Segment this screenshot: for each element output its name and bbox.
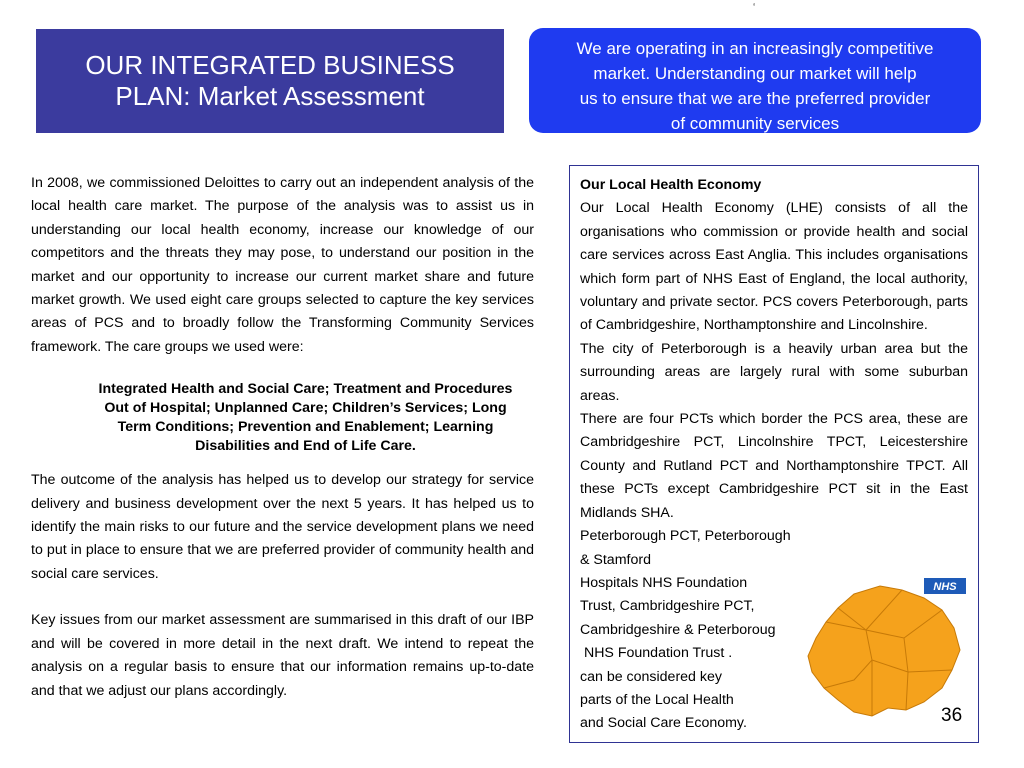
callout-box [529, 28, 981, 133]
lhe-tail-line: parts of the Local Health [580, 691, 734, 708]
map-new-label: New [820, 601, 835, 608]
left-paragraph-1: In 2008, we commissioned Deloittes to carry out an independent analysis of the local health care market. The purpose of the analysis was to assist us in understanding our local health economy, increase our knowledge of our competitors and the threats they may pose, to understand our position in the market and our opportunity to increase our current market share and future market growth. We used eight care groups selected to capture the key services areas of PCS and to broadly follow the Transforming Community Services framework. The care groups we used were: [31, 175, 534, 355]
lhe-paragraph-2: The city of Peterborough is a heavily urban area but the surrounding areas are largely rural with some suburban areas. [580, 340, 968, 404]
callout-line4: of community services [670, 114, 840, 133]
east-of-england-map [802, 576, 974, 726]
stray-mark: ‘ [753, 2, 756, 13]
slide-title-line1: OUR INTEGRATED BUSINESS [85, 50, 455, 80]
lhe-tail-line: and Social Care Economy. [580, 715, 747, 732]
callout-line1: We are operating in an increasingly competitive [576, 39, 934, 58]
slide-title-line2: PLAN: Market Assessment [115, 81, 425, 111]
lhe-heading: Our Local Health Economy [580, 177, 762, 193]
local-health-economy-box [569, 165, 979, 743]
lhe-tail-line: Peterborough PCT, Peterborough & Stamford [580, 528, 791, 568]
slide-title [36, 29, 504, 133]
lhe-tail-line: NHS Foundation Trust . [580, 645, 733, 662]
left-paragraph-2: The outcome of the analysis has helped us to develop our strategy for service delivery and business development over the next 5 years. It has helped us to identify the main risks to our future and the service development plans we need to put in place to ensure that we are preferred provider of community health and social care services. [31, 472, 534, 582]
callout-line3: us to ensure that we are the preferred provider [579, 89, 931, 108]
nhs-logo-text: NHS [933, 581, 957, 593]
paragraph-gap [31, 586, 534, 609]
lhe-tail-line: Cambridgeshire & Peterboroug [580, 621, 776, 638]
left-paragraph-3: Key issues from our market assessment are summarised in this draft of our IBP and will be covered in more detail in the next draft. We intend to repeat the analysis on a regular basis to ensure that our information remains up-to-date and that we adjust our plans accordingly. [31, 612, 534, 699]
lhe-tail-line: Hospitals NHS Foundation [580, 574, 748, 591]
lhe-tail-line: can be considered key [580, 668, 722, 685]
callout-line2: market. Understanding our market will help [593, 64, 917, 83]
lhe-tail-text [580, 525, 795, 736]
left-column [31, 172, 534, 703]
lhe-paragraph-3: There are four PCTs which border the PCS area, these are Cambridgeshire PCT, Lincolnshire TPCT, Leicestershire County and Rutland PCT and Northamptonshire TPCT. All these PCTs except Cambridgeshire PCT sit in the East Midlands SHA. [580, 411, 968, 521]
page-number: 36 [941, 705, 963, 726]
lhe-tail-line: Trust, Cambridgeshire PCT, [580, 598, 755, 615]
lhe-paragraph-1: Our Local Health Economy (LHE) consists of all the organisations who commission or provide health and social care services across East Anglia. This includes organisations which form part of NHS East of England, the local authority, voluntary and private sector. PCS covers Peterborough, parts of Cambridgeshire, Northamptonshire and Lincolnshire. [580, 200, 968, 334]
care-groups-list: Integrated Health and Social Care; Treatment and Procedures Out of Hospital; Unplanned Care; Children’s Services; Long Term Conditions; Prevention and Enablement; Learning Disabilities and End of Life Care. [98, 381, 513, 455]
